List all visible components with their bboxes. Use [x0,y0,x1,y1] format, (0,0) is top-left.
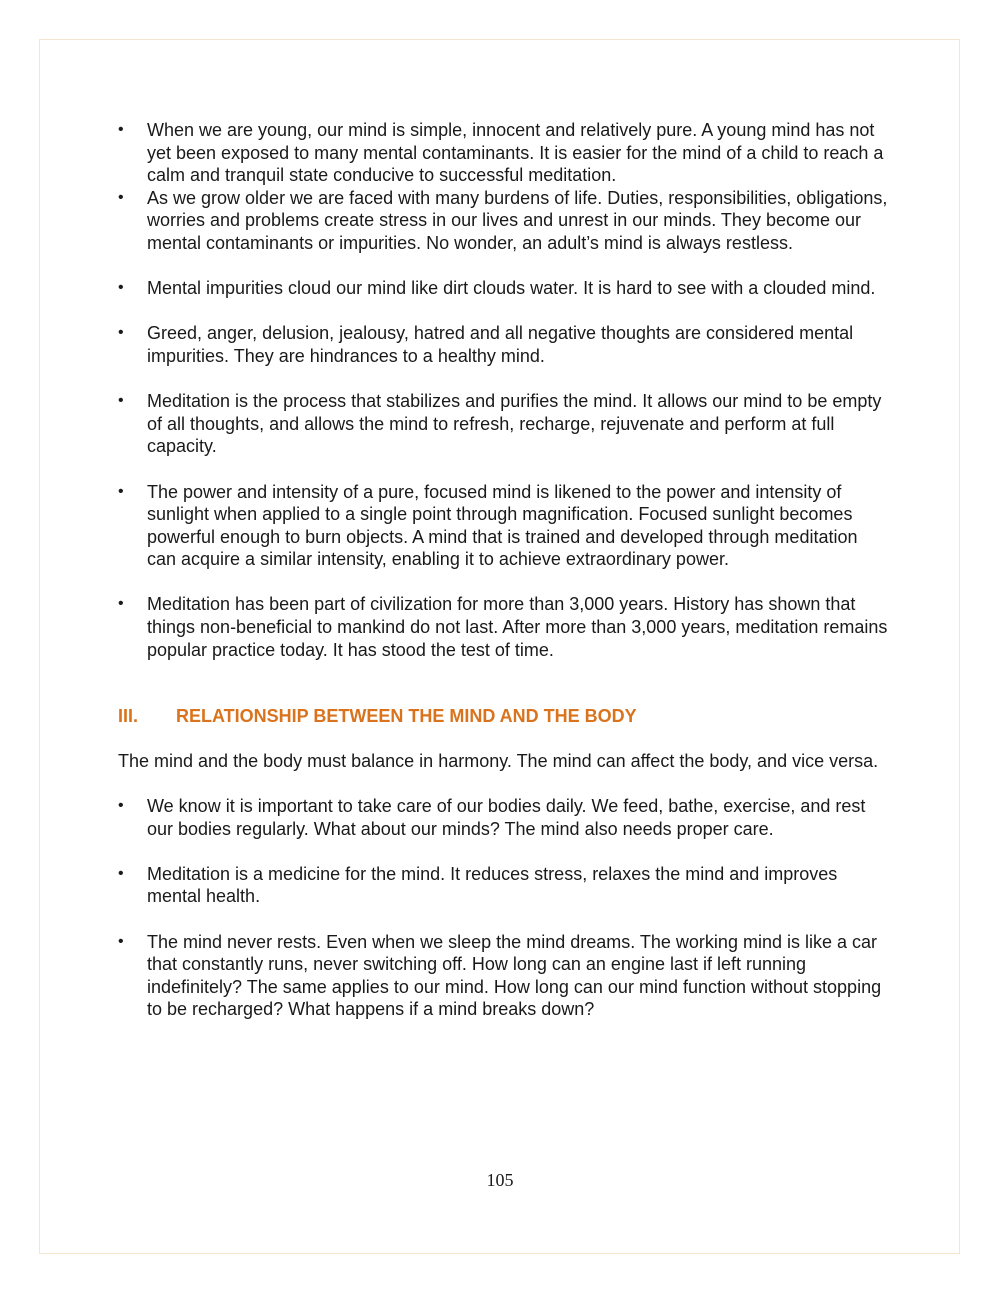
page-number: 105 [486,1170,514,1190]
intro-paragraph: The mind and the body must balance in harmony. The mind can affect the body, and vice versa. [118,750,879,771]
list-item [118,863,888,908]
bullet-icon: • [118,482,124,500]
list-item [118,119,888,187]
list-item [118,390,888,458]
list-item-text: Meditation has been part of civilization for more than 3,000 years. History has shown that things non-beneficial to mankind do not last. After more than 3,000 years, meditation remains popular practice today. It has stood the test of time. [147,594,888,660]
bullet-icon: • [118,279,124,297]
list-item-text: Greed, anger, delusion, jealousy, hatred and all negative thoughts are considered mental impurities. They are hindrances to a healthy mind. [147,323,854,366]
bullet-list-bottom [118,795,888,1021]
list-item-text: The mind never rests. Even when we sleep the mind dreams. The working mind is like a car that constantly runs, never switching off. How long can an engine last if left running indefinitely? The same applies to our mind. How long can our mind function without stopping to be recharged? What happens if a mind breaks down? [147,931,882,1020]
bullet-icon: • [118,121,124,138]
list-item-text: Meditation is the process that stabilizes and purifies the mind. It allows our mind to be empty of all thoughts, and allows the mind to refresh, recharge, rejuvenate and perform at full capacity. [147,391,882,457]
bullet-icon: • [118,932,124,950]
bullet-icon: • [118,595,124,613]
bullet-icon: • [118,392,124,410]
bullet-icon: • [118,797,124,815]
bullet-list-top [118,119,888,661]
list-item-text: We know it is important to take care of our bodies daily. We feed, bathe, exercise, and rest our bodies regularly. What about our minds? The mind also needs proper care. [147,796,866,839]
bullet-icon: • [118,324,124,342]
list-item [118,593,888,661]
list-item-text: The power and intensity of a pure, focused mind is likened to the power and intensity of sunlight when applied to a single point through magnification. Focused sunlight becomes powerful enough to burn objects. A mind that is trained and developed through meditation can acquire a similar intensity, enabling it to achieve extraordinary power. [147,481,858,570]
section-number: III. [118,706,139,727]
list-item-text: Mental impurities cloud our mind like dirt clouds water. It is hard to see with a clouded mind. [147,278,876,299]
list-item [118,795,888,840]
list-item [118,322,888,367]
bullet-icon: • [118,188,124,206]
list-item-text: When we are young, our mind is simple, innocent and relatively pure. A young mind has not yet been exposed to many mental contaminants. It is easier for the mind of a child to reach a calm and tranquil state conducive to successful meditation. [147,120,884,186]
list-item [118,277,888,300]
list-item-text: As we grow older we are faced with many burdens of life. Duties, responsibilities, obligations, worries and problems create stress in our lives and unrest in our minds. They become our mental contaminants or impurities. No wonder, an adult’s mind is always restless. [147,187,888,253]
section-title: RELATIONSHIP BETWEEN THE MIND AND THE BODY [176,706,637,727]
list-item-text: Meditation is a medicine for the mind. It reduces stress, relaxes the mind and improves mental health. [147,863,838,907]
section-heading [118,705,888,728]
list-item [118,931,888,1021]
page-content [118,119,888,1021]
list-item [118,481,888,571]
bullet-icon: • [118,864,124,882]
list-item [118,187,888,255]
